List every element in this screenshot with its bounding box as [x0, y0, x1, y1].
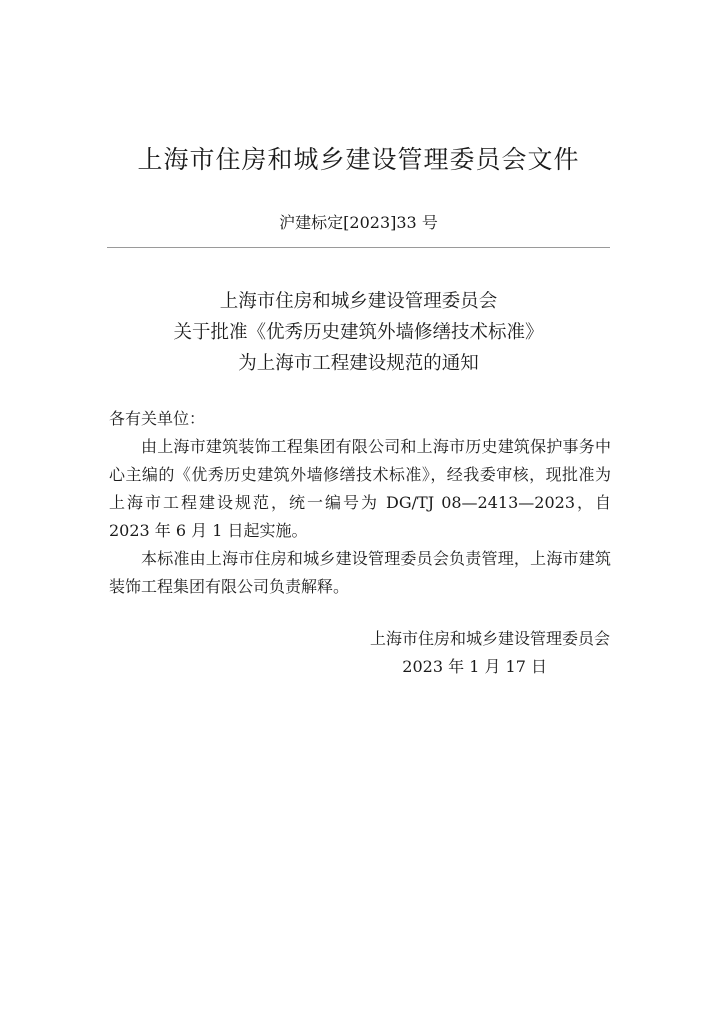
notice-title-line-2: 关于批准《优秀历史建筑外墙修缮技术标准》: [173, 322, 544, 343]
issuer-signature: 上海市住房和城乡建设管理委员会: [369, 629, 610, 648]
notice-title-line-3: 为上海市工程建设规范的通知: [238, 353, 479, 374]
body-paragraph-1: 由上海市建筑装饰工程集团有限公司和上海市历史建筑保护事务中心主编的《优秀历史建筑外墙修缮技术标准》，经我委审核，现批准为上海市工程建设规范，统一编号为 DG/TJ 08—2413—2023，自 2023 年 6 月 1 日起实施。: [109, 437, 611, 540]
issue-date: 2023 年 1 月 17 日: [402, 657, 547, 676]
salutation: 各有关单位：: [109, 409, 206, 428]
header-divider: [107, 247, 610, 248]
body-paragraph-2: 本标准由上海市住房和城乡建设管理委员会负责管理，上海市建筑装饰工程集团有限公司负责解释。: [109, 549, 611, 596]
notice-title-line-1: 上海市住房和城乡建设管理委员会: [219, 291, 498, 312]
header-title: 上海市住房和城乡建设管理委员会文件: [137, 145, 580, 174]
document-number: 沪建标定[2023]33 号: [279, 213, 438, 232]
notice-title: [0, 286, 717, 379]
notice-body: [109, 433, 611, 601]
